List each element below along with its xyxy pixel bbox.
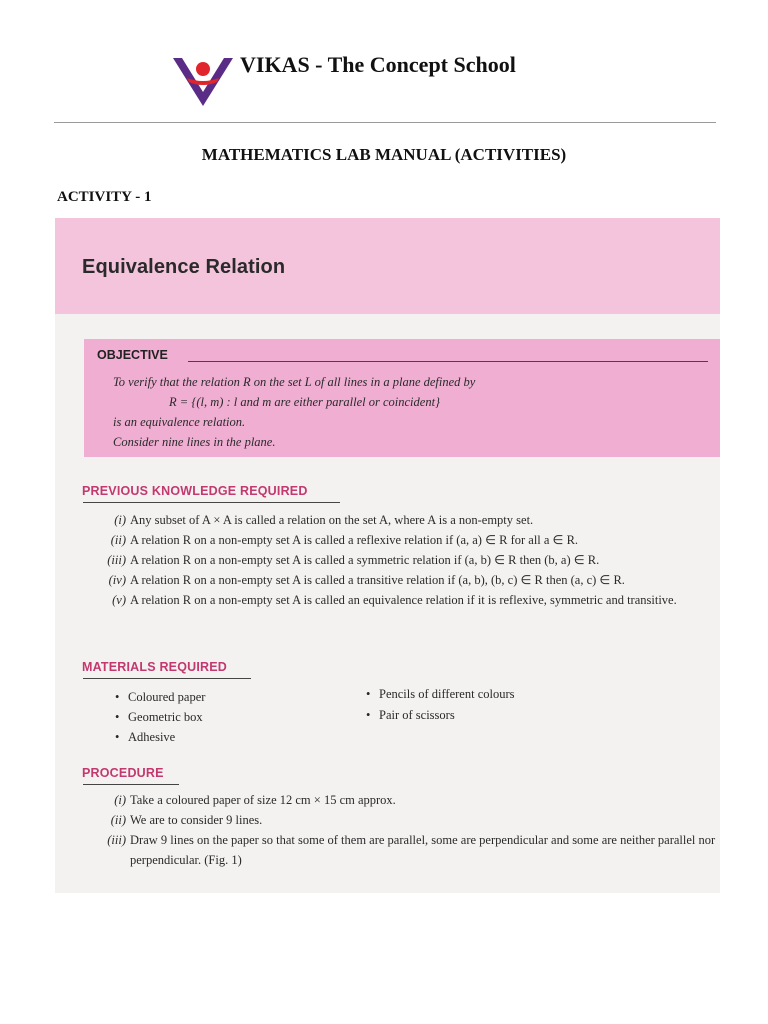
objective-heading: OBJECTIVE (97, 348, 168, 362)
bullet-icon: • (115, 730, 120, 744)
material-item (115, 727, 175, 747)
material-item (366, 705, 455, 725)
list-item (94, 830, 716, 870)
list-item (94, 590, 716, 610)
material-item (115, 687, 205, 707)
item-text: Draw 9 lines on the paper so that some of them are parallel, some are perpendicular and some are neither parallel nor perpendicular. (Fig. 1) (130, 833, 716, 867)
item-text: We are to consider 9 lines. (130, 813, 263, 827)
objective-line: is an equivalence relation. (113, 415, 246, 429)
section-rule (83, 502, 340, 503)
bullet-icon: • (366, 687, 371, 701)
list-item (94, 570, 716, 590)
material-item (366, 684, 515, 704)
item-text: A relation R on a non-empty set A is called a symmetric relation if (a, b) ∈ R then (b, a) ∈ R. (130, 553, 600, 567)
procedure-list (94, 790, 716, 870)
objective-text (113, 372, 713, 452)
material-text: Pencils of different colours (379, 687, 515, 701)
item-text: Take a coloured paper of size 12 cm × 15 cm approx. (130, 793, 396, 807)
objective-line: Consider nine lines in the plane. (113, 435, 276, 449)
procedure-heading: PROCEDURE (82, 766, 164, 780)
previous-knowledge-heading: PREVIOUS KNOWLEDGE REQUIRED (82, 484, 308, 498)
activity-label: ACTIVITY - 1 (57, 189, 152, 205)
school-logo-icon (170, 54, 236, 116)
scanned-manual-page (55, 218, 720, 893)
item-number: (i) (114, 513, 126, 527)
list-item (94, 530, 716, 550)
material-text: Adhesive (128, 730, 176, 744)
item-number: (iii) (107, 553, 126, 567)
list-item (94, 790, 716, 810)
banner-title: Equivalence Relation (82, 256, 286, 278)
objective-box (84, 339, 720, 457)
school-logo (170, 54, 236, 116)
section-rule (83, 678, 251, 679)
list-item (94, 510, 716, 530)
bullet-icon: • (115, 690, 120, 704)
bullet-icon: • (366, 708, 371, 722)
materials-heading: MATERIALS REQUIRED (82, 660, 228, 674)
objective-rule (188, 361, 708, 362)
title-banner (55, 218, 720, 314)
section-rule (83, 784, 179, 785)
item-text: A relation R on a non-empty set A is called a transitive relation if (a, b), (b, c) ∈ R then (a, c) ∈ R. (130, 573, 625, 587)
previous-knowledge-list (94, 510, 716, 610)
list-item (94, 810, 716, 830)
material-item (115, 707, 203, 727)
item-number: (ii) (110, 813, 126, 827)
bullet-icon: • (115, 710, 120, 724)
item-text: A relation R on a non-empty set A is called a reflexive relation if (a, a) ∈ R for all a ∈ R. (130, 533, 579, 547)
item-number: (v) (112, 593, 126, 607)
header-divider (54, 122, 716, 123)
item-text: A relation R on a non-empty set A is called an equivalence relation if it is reflexive, symmetric and transitive. (130, 593, 677, 607)
material-text: Pair of scissors (379, 708, 455, 722)
item-number: (ii) (110, 533, 126, 547)
item-number: (i) (114, 793, 126, 807)
objective-line: To verify that the relation R on the set L of all lines in a plane defined by (113, 375, 476, 389)
item-text: Any subset of A × A is called a relation on the set A, where A is a non-empty set. (130, 513, 534, 527)
objective-line: R = {(l, m) : l and m are either parallel or coincident} (169, 395, 441, 409)
material-text: Coloured paper (128, 690, 206, 704)
material-text: Geometric box (128, 710, 203, 724)
list-item (94, 550, 716, 570)
page-header (0, 0, 768, 124)
item-number: (iv) (108, 573, 126, 587)
document-title: MATHEMATICS LAB MANUAL (ACTIVITIES) (201, 145, 567, 164)
school-name: VIKAS - The Concept School (240, 52, 516, 77)
item-number: (iii) (107, 833, 126, 847)
